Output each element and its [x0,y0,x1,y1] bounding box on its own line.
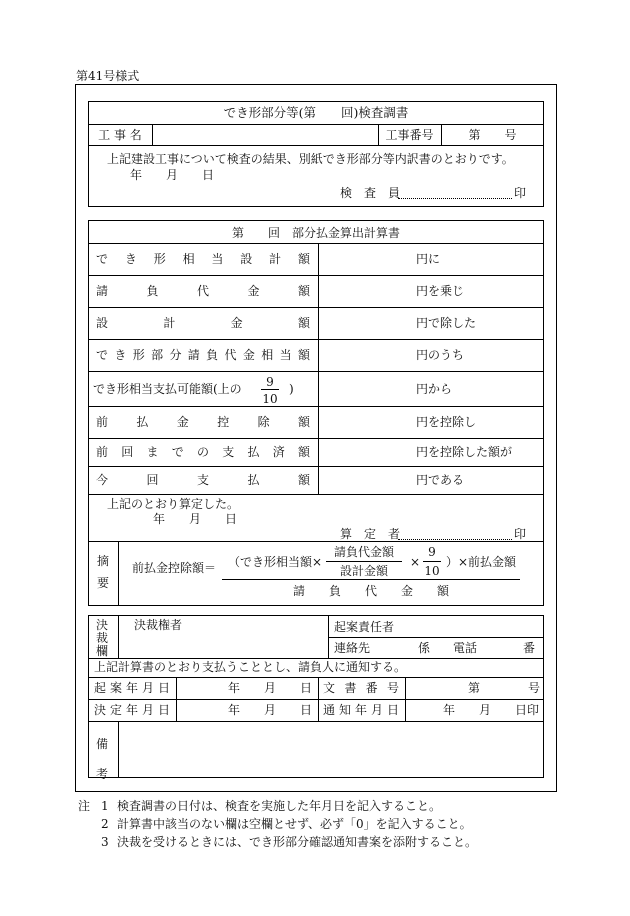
row-suffix-0: 円に [416,252,441,266]
decision-date[interactable]: 年 月 日 [228,703,313,717]
form-number: 第41号様式 [76,69,140,83]
formula-denominator: 請 負 代 金 額 [292,584,449,598]
note-1-text: 検査調書の日付は、検査を実施した年月日を記入すること。 [117,799,442,813]
approval-notice: 上記計算書のとおり支払うこととし、請負人に通知する。 [94,660,407,674]
formula-fraction-num: 請負代金額 [333,545,394,559]
note-2-text: 計算書中該当のない欄は空欄とせず、必ず「0」を記入すること。 [117,817,472,831]
calculator-label: 算 定 者 [340,527,401,541]
payable-fraction-bar [261,389,279,390]
row-label-advance-deduction: 前払金控除額 [96,415,310,429]
formula-fraction-den: 設計金額 [339,564,388,578]
approval-label: 決裁欄 [96,618,109,658]
contact-label: 連絡先 [334,641,371,655]
row-label-contract-equivalent: でき形部分請負代金相当額 [96,348,310,362]
payable-close-paren: ) [289,382,294,396]
calculation-date[interactable]: 年 月 日 [153,512,238,526]
draft-date[interactable]: 年 月 日 [228,681,313,695]
contact-ext: 番 [523,641,536,655]
note-3-text: 決裁を受けるときには、でき形部分確認通知書案を添附すること。 [117,835,478,849]
row-suffix-6: 円を控除した額が [416,445,513,459]
note-1-num: 1 [101,799,109,813]
decision-date-label: 決定年月日 [94,703,170,717]
row-suffix-4: 円から [416,382,453,396]
doc-number[interactable]: 第 号 [468,681,541,695]
formula-frac2-den: 10 [424,564,440,578]
note-3-num: 3 [101,835,109,849]
calculation-box [88,220,544,606]
calculation-title: 第 回 部分払金算出計算書 [231,226,400,240]
remarks-field[interactable] [120,723,542,776]
row-label-contract-amount: 請負代金額 [96,284,310,298]
formula-times: × [410,555,421,569]
notice-date-label: 通知年月日 [323,703,399,717]
work-number-label: 工事番号 [385,128,434,142]
row-label-design-amount: でき形相当設計額 [96,252,310,266]
row-suffix-5: 円を控除し [416,415,477,429]
notes-head: 注 [78,799,91,813]
calculator-signature-line[interactable] [398,539,512,540]
contact-phone: 電話 [453,641,478,655]
row-suffix-7: 円である [416,473,465,487]
calculator-seal: 印 [514,527,527,541]
draft-date-label: 起案年月日 [94,681,170,695]
note-2-num: 2 [101,817,109,831]
inspection-date[interactable]: 年 月 日 [130,168,215,182]
formula-part1: （でき形相当額× [228,555,323,569]
formula-part2: ）×前払金額 [446,555,517,569]
summary-label: 摘要 [97,554,110,590]
row-suffix-1: 円を乗じ [416,284,465,298]
row-label-paid-to-date: 前回までの支払済額 [96,445,310,459]
formula-frac2-num: 9 [428,545,436,559]
payable-fraction-denominator: 10 [262,392,278,406]
row-suffix-3: 円のうち [416,348,465,362]
inspector-label: 検 査 員 [340,186,401,200]
work-number-field[interactable]: 第 号 [468,128,517,142]
calculation-statement: 上記のとおり算定した。 [107,497,240,511]
row-label-design-total: 設計金額 [96,316,310,330]
inspection-statement: 上記建設工事について検査の結果、別紙でき形部分等内訳書のとおりです。 [107,152,514,166]
row-label-current-payment: 今回支払額 [96,473,310,487]
inspector-signature-line[interactable] [398,198,512,199]
inspection-title: でき形部分等(第 回)検査調書 [223,105,409,120]
inspector-seal: 印 [514,186,527,200]
notice-date[interactable]: 年 月 日印 [443,703,540,717]
work-name-label: 工 事 名 [98,128,142,142]
doc-number-label: 文書番号 [323,681,399,695]
formula-main-bar [222,579,520,580]
payable-fraction-numerator: 9 [266,375,274,389]
contact-section: 係 [418,641,431,655]
row-label-payable: でき形相当支払可能額(上の [93,382,242,396]
row-suffix-2: 円で除した [416,316,477,330]
work-name-field[interactable] [153,126,377,144]
approval-drafter: 起案責任者 [334,620,395,634]
remarks-label: 備考 [96,737,109,781]
approval-authority: 決裁権者 [134,618,183,632]
formula-lhs: 前払金控除額＝ [132,561,217,575]
